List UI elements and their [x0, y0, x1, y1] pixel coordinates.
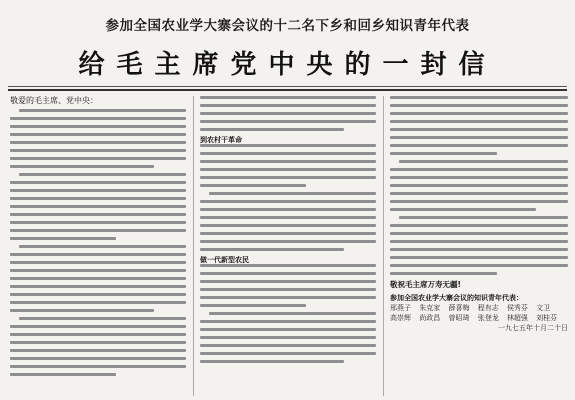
text-line	[390, 200, 568, 203]
text-line	[200, 128, 344, 131]
text-line	[200, 336, 376, 339]
text-line	[390, 128, 568, 131]
body-column-3	[390, 96, 568, 396]
text-line	[10, 189, 186, 192]
signatory-name: 朱克家	[419, 304, 441, 312]
text-line	[390, 248, 568, 251]
text-line	[200, 224, 376, 227]
body-column-2	[200, 96, 376, 396]
text-line	[200, 96, 376, 99]
signatory-name: 侯秀芬	[506, 304, 528, 312]
text-line	[10, 309, 154, 312]
text-line	[200, 112, 376, 115]
text-line	[200, 288, 376, 291]
text-line	[390, 152, 497, 155]
letter-date: 一九七五年十月二十日	[498, 324, 568, 332]
text-line	[19, 109, 186, 112]
text-line	[10, 253, 186, 256]
signatories-list	[390, 303, 568, 323]
text-line	[200, 104, 376, 107]
text-line	[200, 152, 376, 155]
text-line	[390, 104, 568, 107]
signatories-heading: 参加全国农业学大寨会议的知识青年代表：	[390, 294, 523, 302]
text-line	[399, 216, 568, 219]
text-line	[200, 176, 376, 179]
text-line	[200, 344, 376, 347]
text-line	[200, 248, 344, 251]
text-line	[390, 264, 568, 267]
text-line	[10, 373, 116, 376]
text-line	[200, 232, 376, 235]
text-line	[390, 96, 568, 99]
text-line	[390, 168, 568, 171]
text-line	[200, 184, 306, 187]
text-line	[10, 165, 154, 168]
title-rule	[8, 86, 567, 87]
text-line	[10, 261, 186, 264]
text-line	[209, 192, 376, 195]
text-line	[200, 280, 376, 283]
text-line	[209, 312, 376, 315]
text-line	[390, 144, 568, 147]
text-line	[390, 192, 568, 195]
text-line	[200, 264, 376, 267]
text-line	[390, 256, 568, 259]
text-line	[200, 168, 376, 171]
text-line	[200, 328, 376, 331]
text-line	[200, 120, 376, 123]
headline-overline: 参加全国农业学大寨会议的十二名下乡和回乡知识青年代表	[105, 18, 470, 34]
text-line	[10, 325, 186, 328]
text-line	[10, 181, 186, 184]
text-line	[390, 136, 568, 139]
salutation: 敬爱的毛主席、党中央：	[10, 96, 98, 105]
text-line	[390, 112, 568, 115]
text-line	[390, 184, 568, 187]
text-line	[10, 285, 186, 288]
closing-salute: 敬祝毛主席万寿无疆!	[390, 280, 461, 289]
text-line	[200, 360, 344, 363]
text-line	[10, 157, 186, 160]
text-line	[10, 341, 186, 344]
text-line	[10, 141, 186, 144]
text-line	[200, 160, 376, 163]
text-line	[200, 296, 376, 299]
text-line	[10, 269, 186, 272]
signatory-name: 刘桂芬	[536, 314, 558, 322]
signatory-name: 曾昭琦	[448, 314, 470, 322]
column-divider	[193, 96, 194, 396]
body-column-1	[10, 96, 186, 396]
signatory-name: 张登龙	[477, 314, 499, 322]
text-line	[10, 277, 186, 280]
text-line	[200, 144, 376, 147]
text-line	[19, 173, 186, 176]
text-line	[390, 176, 568, 179]
signatory-name: 文卫	[536, 304, 551, 312]
text-line	[10, 229, 186, 232]
text-line	[390, 232, 568, 235]
text-line	[10, 333, 186, 336]
text-line	[399, 160, 568, 163]
title-rule-thick	[8, 89, 567, 91]
highlighted-phrase: 到农村干革命	[200, 136, 242, 144]
text-line	[10, 213, 186, 216]
text-line	[10, 221, 186, 224]
text-line	[200, 240, 376, 243]
signatory-name: 程有志	[477, 304, 499, 312]
text-line	[390, 208, 536, 211]
text-line	[200, 216, 376, 219]
text-line	[390, 120, 568, 123]
column-divider	[383, 96, 384, 396]
text-line	[10, 205, 186, 208]
text-line	[200, 320, 376, 323]
letter-title: 给毛主席党中央的一封信	[78, 50, 497, 80]
text-line	[200, 352, 376, 355]
text-line	[10, 133, 186, 136]
signatory-name: 尚政昌	[419, 314, 441, 322]
text-line	[10, 365, 186, 368]
text-line	[390, 272, 497, 275]
text-line	[390, 224, 568, 227]
highlighted-phrase: 做一代新型农民	[200, 256, 249, 264]
signatory-name: 邢燕子	[390, 304, 411, 312]
signatory-name: 薛喜梅	[448, 304, 470, 312]
text-line	[19, 317, 186, 320]
text-line	[390, 240, 568, 243]
text-line	[10, 149, 186, 152]
text-line	[10, 117, 186, 120]
text-line	[19, 245, 186, 248]
text-line	[10, 357, 186, 360]
text-line	[10, 293, 186, 296]
text-line	[10, 301, 186, 304]
text-line	[10, 197, 186, 200]
signatory-name: 林超强	[506, 314, 528, 322]
text-line	[200, 304, 306, 307]
signatory-name: 高崇辉	[390, 314, 411, 322]
text-line	[200, 272, 376, 275]
text-line	[200, 208, 376, 211]
text-line	[10, 237, 116, 240]
text-line	[10, 349, 186, 352]
text-line	[10, 125, 186, 128]
text-line	[200, 200, 376, 203]
